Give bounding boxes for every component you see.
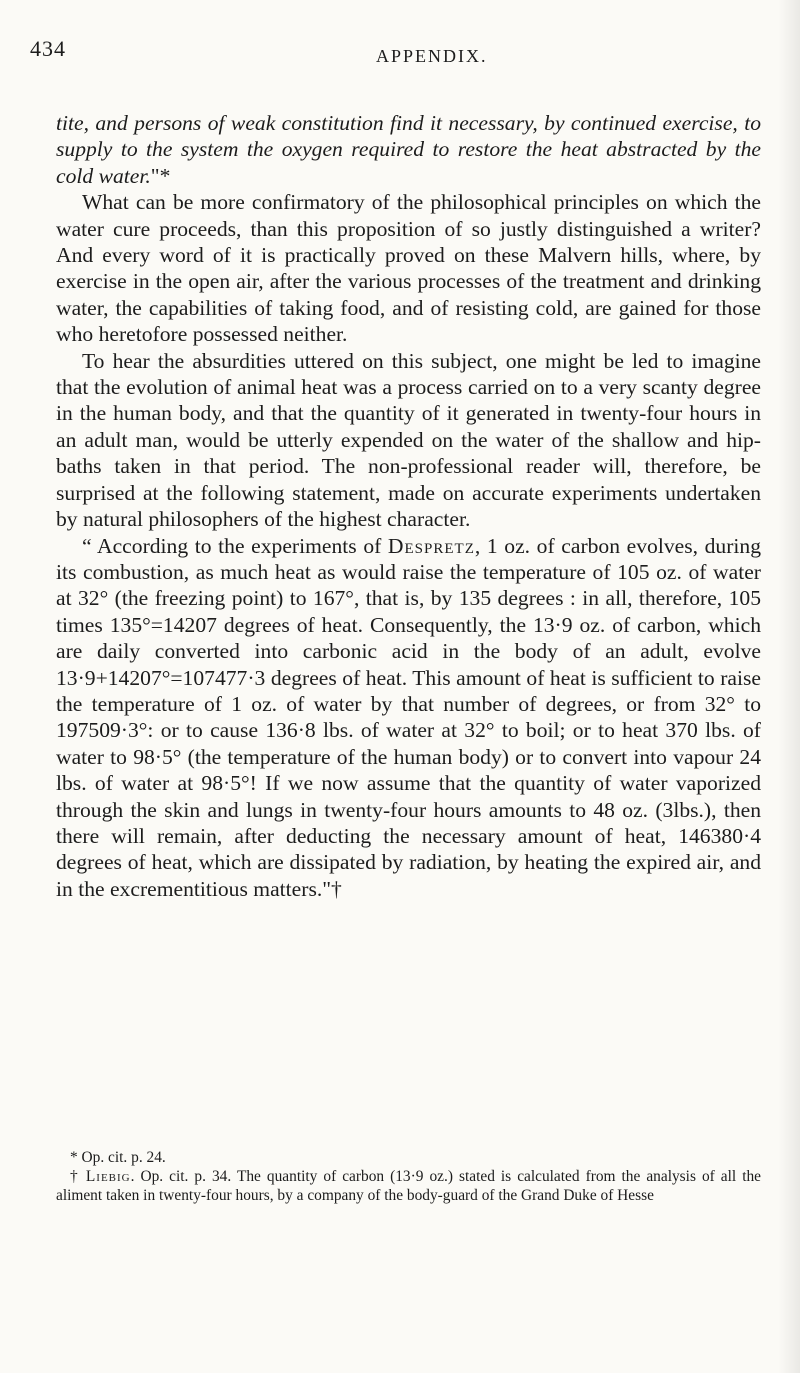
page-number: 434 [30,36,66,61]
footnote-2-text: . Op. cit. p. 34. The quantity of carbon (13·9 oz.) stated is calculated from the analysis of all the aliment taken in twenty-four hours, by a company of the body-guard of the Grand Duke of Hesse [56,1168,761,1204]
quote-opening: “ According to the experiments of [82,533,388,558]
body-text [56,110,761,902]
footnote-2 [56,1167,761,1205]
footnote-ref-star: "* [150,163,171,188]
paragraph-continuation [56,110,761,189]
paragraph-animal-heat: To hear the absurdities uttered on this subject, one might be led to imagine that the evolution of animal heat was a process carried on to a very scanty degree in the human body, and that the quantity of it generated in twenty-four hours in an adult man, would be utterly expended on the water of the shallow and hip-baths taken in that period. The non-professional reader will, therefore, be surprised at the following statement, made on accurate experiments undertaken by natural philosophers of the highest character. [56,348,761,532]
running-head: APPENDIX. [376,46,488,66]
quote-body: , 1 oz. of carbon evolves, during its combustion, as much heat as would raise the temperature of 105 oz. of water at 32° (the freezing point) to 167°, that is, by 135 degrees : in all, therefore, 105 times 135°=14207 degrees of heat. Consequently, the 13·9 oz. of carbon, which are daily converted into carbonic acid in the body of an adult, evolve 13·9+14207°=107477·3 degrees of heat. This amount of heat is sufficient to raise the temperature of 1 oz. of water by that number of degrees, or from 32° to 197509·3°: or to cause 136·8 lbs. of water at 32° to boil; or to heat 370 lbs. of water to 98·5° (the temperature of the human body) or to convert into vapour 24 lbs. of water at 98·5°! If we now assume that the quantity of water vaporized through the skin and lungs in twenty-four hours amounts to 48 oz. (3lbs.), then there will remain, after deducting the necessary amount of heat, 146380·4 degrees of heat, which are dissipated by radiation, by heating the expired air, and in the excrementitious matters."† [56,533,761,901]
author-name-liebig: Liebig [85,1168,131,1185]
italic-quote: tite, and persons of weak constitution find it necessary, by continued exercise, to supply to the system the oxygen required to restore the heat abstracted by the cold water. [56,111,761,188]
author-name-despretz: Despretz [387,533,475,558]
footnotes [56,1148,761,1205]
paragraph-malvern: What can be more confirmatory of the philosophical principles on which the water cure proceeds, than this proposition of so justly distinguished a writer? And every word of it is practically proved on these Malvern hills, where, by exercise in the open air, after the various processes of the treatment and drinking water, the capabilities of taking food, and of resisting cold, are gained for those who heretofore possessed neither. [56,190,761,347]
footnote-2-mark: † [70,1168,86,1185]
paragraph-despretz-quote [56,533,761,903]
page-edge-shadow [778,0,800,1373]
footnote-1: * Op. cit. p. 24. [70,1149,166,1166]
